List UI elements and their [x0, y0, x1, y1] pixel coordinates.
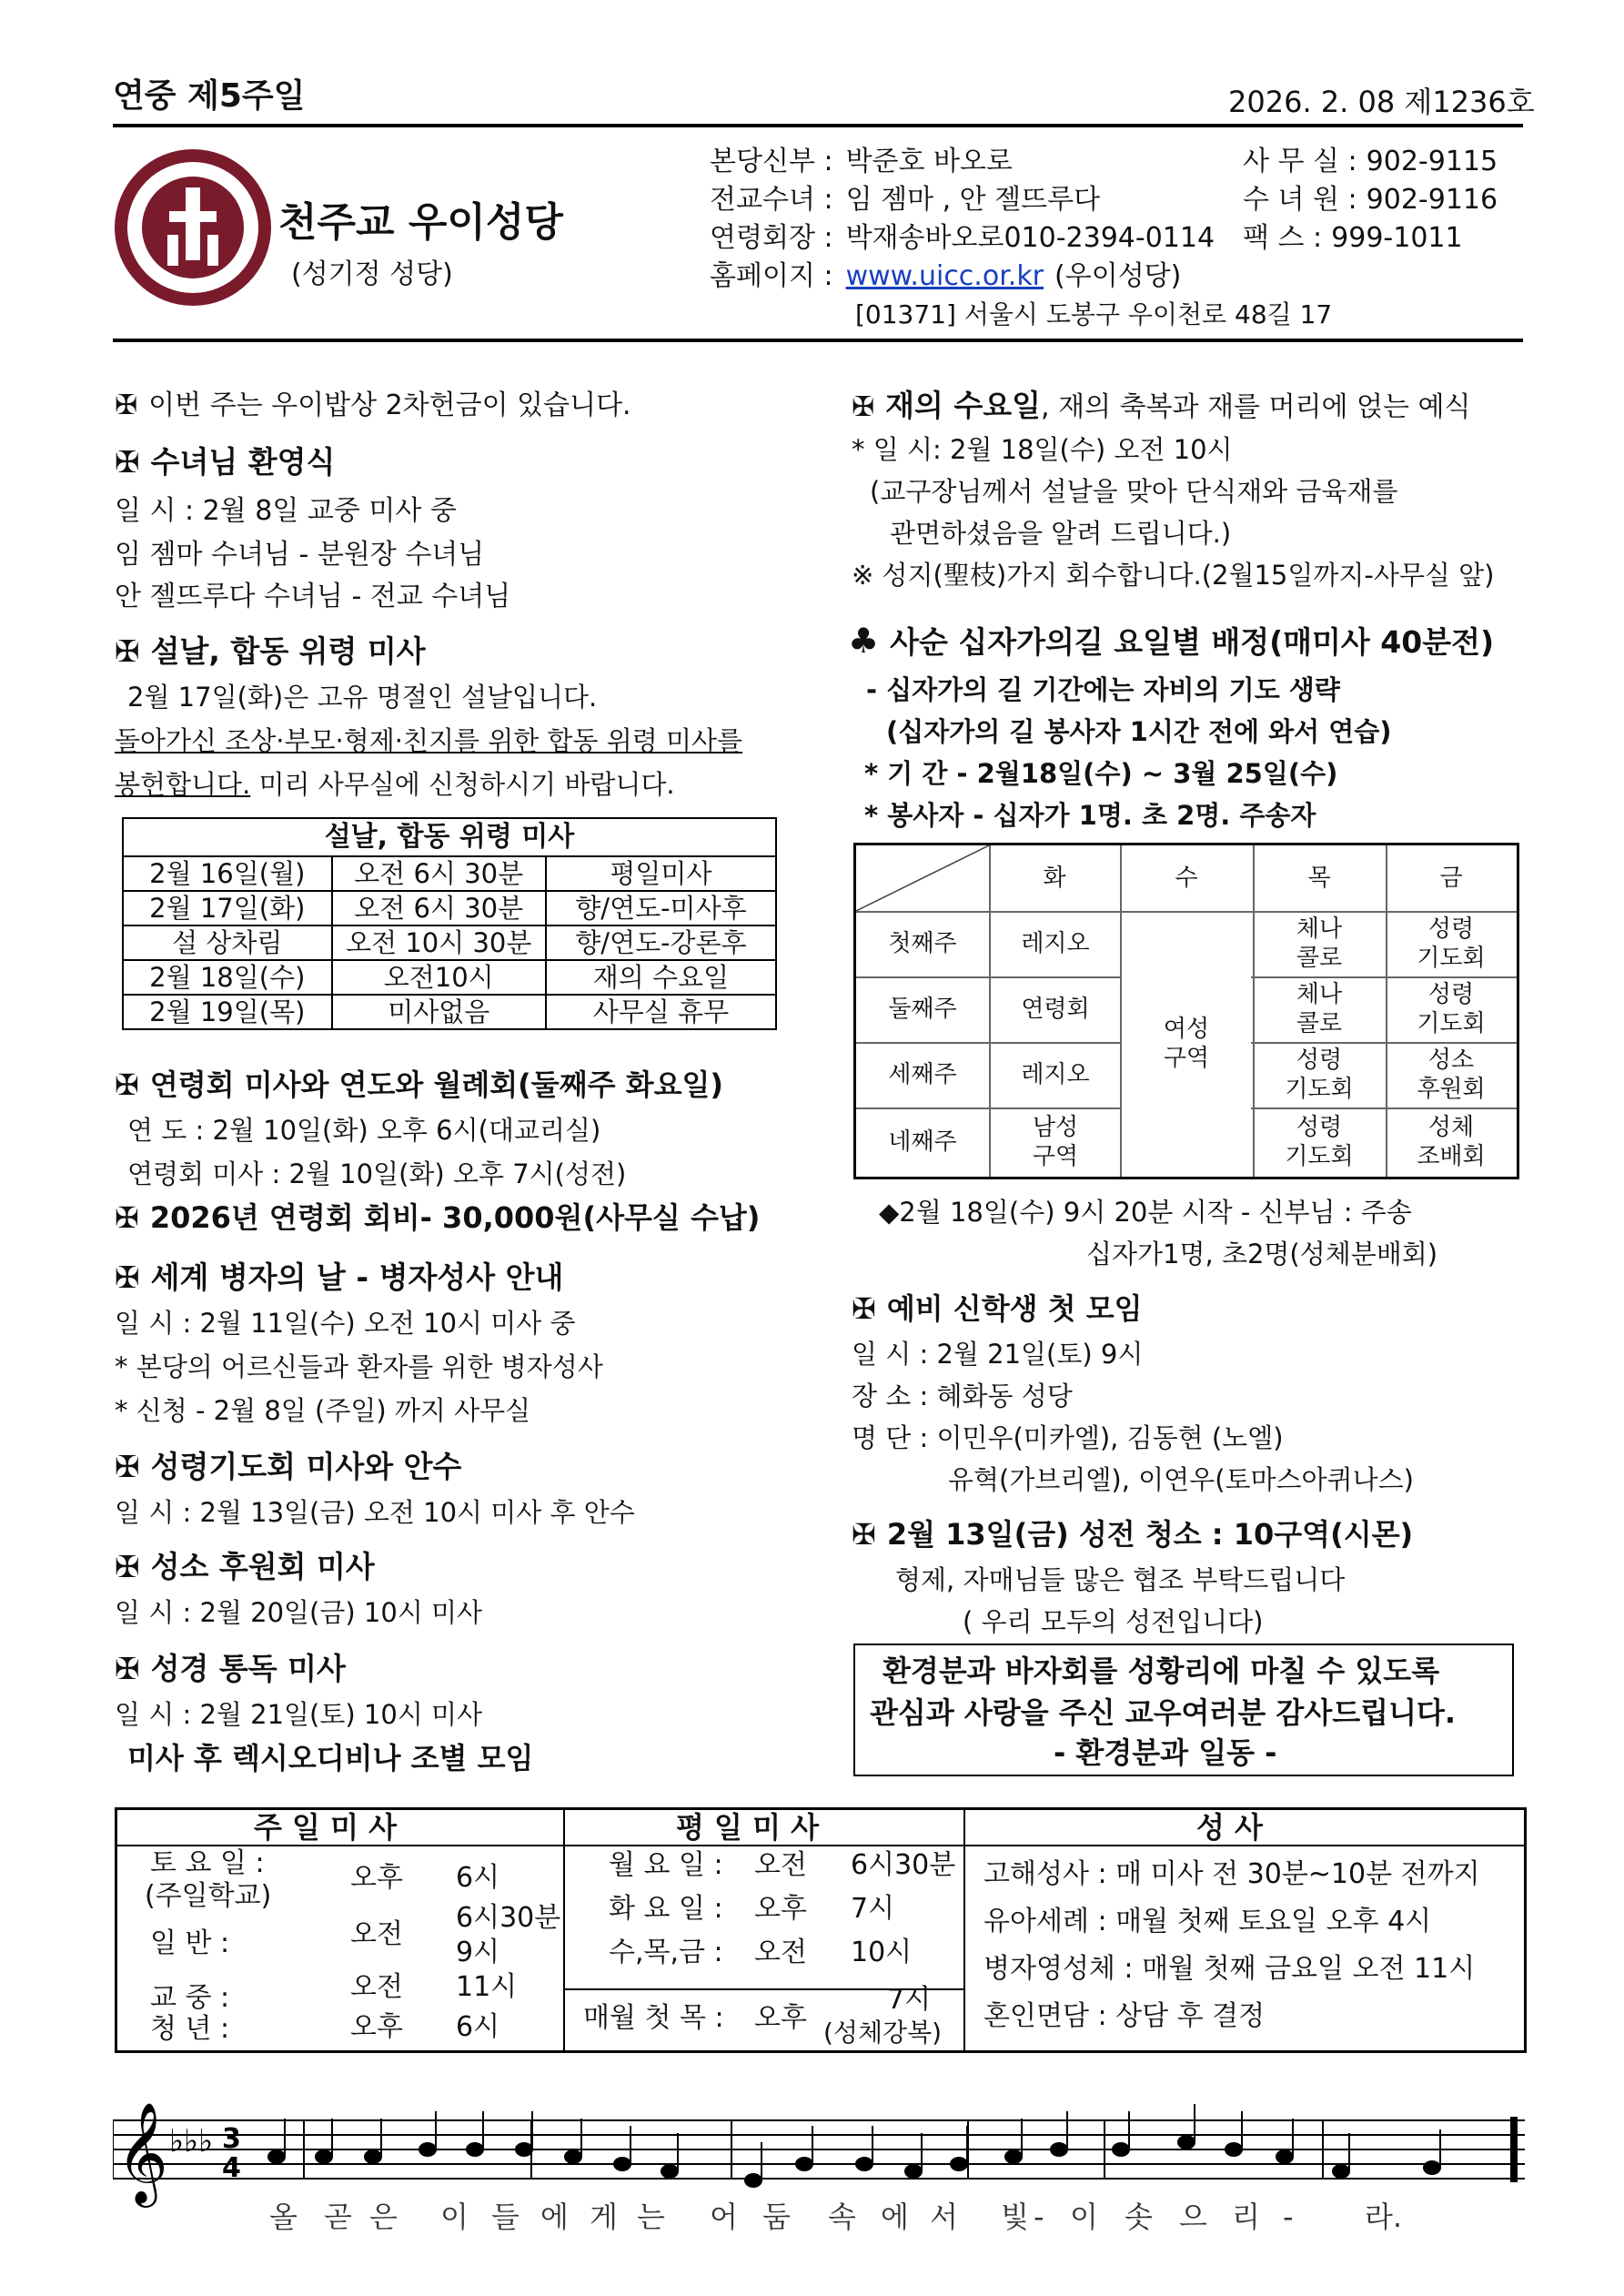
table-row: [123, 995, 776, 1029]
table-cell: 2월 17일(화): [123, 891, 332, 925]
cross-way-line: * 봉사자 - 십자가 1명. 초 2명. 주송자: [864, 800, 1316, 831]
thanks-line: 관심과 사랑을 주신 교우여러분 감사드립니다.: [870, 1695, 1457, 1730]
table-cell: 목: [1255, 847, 1384, 909]
lyric-syllable: 으: [1179, 2200, 1207, 2234]
homepage-link[interactable]: www.uicc.or.kr: [845, 260, 1044, 292]
table-cell: 미사없음: [332, 995, 546, 1029]
ash-title: ✠ 재의 수요일, 재의 축복과 재를 머리에 얹는 예식: [852, 388, 1471, 423]
sungso-line: 일 시 : 2월 20일(금) 10시 미사: [115, 1597, 483, 1628]
table-cell: 체나 콜로: [1255, 978, 1384, 1040]
table-cell: 세째주: [858, 1044, 987, 1106]
sunday-time: 6시: [456, 1862, 500, 1894]
sunday-ampm: 오전: [350, 1918, 403, 1950]
cross-way-line: * 기 간 - 2월18일(수) ~ 3월 25일(수): [864, 758, 1338, 789]
svg-text:3: 3: [222, 2123, 241, 2155]
note-head: [905, 2165, 922, 2178]
table-cell: 오전 6시 30분: [332, 891, 546, 925]
cross-way-line: (십자가의 길 봉사자 1시간 전에 와서 연습): [886, 716, 1392, 747]
contact-row: 수 녀 원 : 902-9116: [1243, 184, 1498, 216]
weekday-time: 6시30분: [851, 1849, 956, 1881]
welcome-line: 안 젤뜨루다 수녀님 - 전교 수녀님: [115, 581, 511, 612]
cross-icon: ✠: [115, 1067, 139, 1102]
table-cell: 평일미사: [546, 856, 776, 891]
schedule-divider: [963, 1810, 965, 2050]
lyric-syllable: 은: [369, 2200, 398, 2234]
mass-schedule: [115, 1807, 1527, 2053]
table-cell: 남성 구역: [991, 1109, 1120, 1175]
cross-icon: ✠: [115, 444, 140, 480]
sunday-ampm: 오후: [350, 2011, 403, 2043]
sick-line: * 본당의 어르신들과 환자를 위한 병자성사: [115, 1351, 603, 1382]
seollal-table-title: 설날, 합동 위령 미사: [123, 818, 776, 856]
sunday-label: 교 중 :: [150, 1982, 230, 2014]
clean-line: 형제, 자매님들 많은 협조 부탁드립니다: [895, 1564, 1346, 1595]
table-cell: 레지오: [991, 1044, 1120, 1106]
contact-row: 팩 스 : 999-1011: [1243, 222, 1463, 254]
table-cell: 체나 콜로: [1255, 913, 1384, 975]
table-cell: 성령 기도회: [1255, 1109, 1384, 1175]
info-row: 본당신부 : 박준호 바오로: [710, 146, 1013, 177]
sunday-label: 청 년 :: [150, 2013, 230, 2045]
table-cell: 성소 후원회: [1387, 1044, 1515, 1106]
weekday-ampm: 오후: [754, 1893, 807, 1925]
note-head: [856, 2158, 873, 2170]
prelim-line: 유혁(가브리엘), 이연우(토마스아퀴나스): [948, 1464, 1414, 1495]
cross-icon: ✠: [115, 1259, 140, 1295]
sacrament-line: 유아세례 : 매월 첫째 토요일 오후 4시: [983, 1906, 1432, 1937]
table-cell: 화: [991, 847, 1118, 909]
table-cell: 성체 조배회: [1387, 1109, 1515, 1175]
weekday-time: 10시: [851, 1937, 913, 1968]
note-head: [745, 2174, 762, 2187]
lyric-syllable: 이: [440, 2200, 469, 2234]
sungso-title: ✠ 성소 후원회 미사: [115, 1549, 375, 1584]
yeonryeong-line: 연령회 미사 : 2월 10일(화) 오후 7시(성전): [127, 1158, 627, 1189]
table-cell: 2월 19일(목): [123, 995, 332, 1029]
clean-title: ✠ 2월 13일(금) 성전 청소 : 10구역(시몬): [852, 1517, 1414, 1552]
lyric-syllable: 올: [269, 2200, 298, 2234]
weekday-label: 수,목,금 :: [609, 1937, 723, 1968]
cross-way-title: ♣ 사순 십자가의길 요일별 배정(매미사 40분전): [848, 621, 1495, 661]
svg-text:𝄞: 𝄞: [116, 2101, 168, 2203]
table-cell: 연령회: [991, 978, 1120, 1040]
lyric-syllable: 이: [1070, 2200, 1098, 2234]
sunday-label-sub: (주일학교): [145, 1880, 272, 1912]
prelim-line: 명 단 : 이민우(미카엘), 김동현 (노엘): [852, 1422, 1284, 1453]
note-head: [565, 2150, 581, 2163]
sunday-label: 토 요 일 :: [150, 1847, 265, 1879]
liturgical-week: 연중 제5주일: [113, 77, 306, 115]
parish-subtitle: (성기정 성당): [291, 258, 453, 290]
spirit-title: ✠ 성령기도회 미사와 안수: [115, 1449, 462, 1484]
weekday-ampm: 오전: [754, 1937, 807, 1968]
sunday-mass-head: 주 일 미 사: [254, 1810, 398, 1845]
header-rule-top: [113, 124, 1523, 127]
table-row: [123, 856, 776, 891]
sacrament-line: 병자영성체 : 매월 첫째 금요일 오전 11시: [983, 1953, 1476, 1985]
fee-notice: ✠ 2026년 연령회 회비- 30,000원(사무실 수납): [115, 1200, 761, 1235]
table-cell: 재의 수요일: [546, 960, 776, 995]
bible-line-2: 미사 후 렉시오디비나 조별 모임: [127, 1741, 534, 1775]
note-head: [516, 2143, 532, 2156]
header-rule-bottom: [113, 339, 1523, 342]
prelim-line: 일 시 : 2월 21일(토) 9시: [852, 1339, 1144, 1370]
thanks-line: - 환경분과 일동 -: [1054, 1735, 1277, 1770]
table-cell: 2월 18일(수): [123, 960, 332, 995]
lyric-syllable: 는: [637, 2200, 665, 2234]
prelim-line: 장 소 : 혜화동 성당: [852, 1381, 1073, 1411]
ash-line: 관면하셨음을 알려 드립니다.): [890, 518, 1232, 549]
thanks-box: [853, 1644, 1514, 1776]
weekday-time: 7시: [887, 1984, 932, 2016]
cross-way-note: 십자가1명, 초2명(성체분배회): [1086, 1239, 1438, 1269]
sunday-time: 6시: [456, 2011, 500, 2043]
lyric-syllable: 빛: [1001, 2200, 1029, 2234]
contact-row: 사 무 실 : 902-9115: [1243, 146, 1498, 177]
yeonryeong-line: 연 도 : 2월 10일(화) 오후 6시(대교리실): [127, 1115, 601, 1146]
info-row: 홈페이지 : www.uicc.or.kr (우이성당): [710, 260, 1182, 292]
notice-second-collection: ✠ 이번 주는 우이밥상 2차헌금이 있습니다.: [115, 389, 631, 421]
weekday-ampm: 오전: [754, 1849, 807, 1881]
note-head: [1424, 2161, 1440, 2174]
table-cell: 오전 6시 30분: [332, 856, 546, 891]
table-cell: 향/연도-미사후: [546, 891, 776, 925]
ash-line: * 일 시: 2월 18일(수) 오전 10시: [852, 434, 1233, 465]
note-head: [661, 2165, 678, 2178]
table-row: [123, 925, 776, 960]
sick-line: 일 시 : 2월 11일(수) 오전 10시 미사 중: [115, 1308, 576, 1339]
seollal-line: 2월 17일(화)은 고유 명절인 설날입니다.: [127, 682, 598, 713]
lyric-syllable: 서: [930, 2200, 958, 2234]
table-cell: 2월 16일(월): [123, 856, 332, 891]
weekday-mass-head: 평 일 미 사: [676, 1810, 820, 1845]
note-head: [614, 2158, 630, 2170]
table-cell: 오전10시: [332, 960, 546, 995]
weekday-time: 7시: [851, 1893, 895, 1925]
note-head: [1113, 2143, 1129, 2156]
note-head: [1051, 2143, 1067, 2156]
lyric-syllable: 에: [540, 2200, 569, 2234]
spirit-line: 일 시 : 2월 13일(금) 오전 10시 미사 후 안수: [115, 1497, 635, 1528]
sunday-ampm: 오전: [350, 1971, 403, 2003]
prelim-title: ✠ 예비 신학생 첫 모임: [852, 1291, 1143, 1326]
lyric-syllable: 들: [491, 2200, 519, 2234]
date-issue: 2026. 2. 08 제1236호: [1228, 85, 1535, 119]
thanks-line: 환경분과 바자회를 성황리에 마칠 수 있도록: [883, 1654, 1440, 1688]
sick-title: ✠ 세계 병자의 날 - 병자성사 안내: [115, 1259, 564, 1295]
note-head: [316, 2150, 332, 2163]
seollal-line: 봉헌합니다. 미리 사무실에 신청하시기 바랍니다.: [115, 769, 675, 800]
address: [01371] 서울시 도봉구 우이천로 48길 17: [855, 299, 1333, 329]
table-cell: 네째주: [858, 1109, 987, 1175]
note-head: [419, 2143, 436, 2156]
lyric-syllable: 둠: [762, 2200, 791, 2234]
sacrament-head: 성 사: [1196, 1810, 1263, 1845]
cross-way-note: ◆2월 18일(수) 9시 20분 시작 - 신부님 : 주송: [879, 1197, 1412, 1228]
schedule-divider: [117, 1845, 1524, 1846]
note-head: [951, 2158, 967, 2170]
note-head: [467, 2143, 483, 2156]
sunday-ampm: 오후: [350, 1862, 403, 1894]
table-cell: 수: [1122, 847, 1251, 909]
cross-way-line: - 십자가의 길 기간에는 자비의 기도 생략: [866, 674, 1340, 705]
bible-title: ✠ 성경 통독 미사: [115, 1651, 346, 1686]
lyric-syllable: 리: [1232, 2200, 1260, 2234]
sacrament-line: 고해성사 : 매 미사 전 30분~10분 전까지: [983, 1858, 1480, 1890]
note-head: [1178, 2136, 1195, 2149]
yeonryeong-title: ✠ 연령회 미사와 연도와 월례회(둘째주 화요일): [115, 1067, 724, 1102]
cross-icon: ✠: [115, 1449, 140, 1484]
info-row: 연령회장 : 박재송바오로010-2394-0114: [710, 222, 1215, 254]
lyric-syllable: 라.: [1365, 2200, 1403, 2234]
note-head: [1005, 2150, 1022, 2163]
table-cell: 여성 구역: [1122, 913, 1251, 1175]
info-row: 전교수녀 : 임 젬마 , 안 젤뜨루다: [710, 184, 1101, 216]
clean-line: ( 우리 모두의 성전입니다): [963, 1606, 1264, 1637]
note-head: [1226, 2143, 1242, 2156]
note-head: [796, 2158, 812, 2170]
table-cell: 성령 기도회: [1387, 913, 1515, 975]
lyric-syllable: 솟: [1125, 2200, 1153, 2234]
note-head: [268, 2150, 285, 2163]
table-cell: 향/연도-강론후: [546, 925, 776, 960]
lyric-syllable: -: [1034, 2200, 1044, 2234]
svg-text:♭♭♭: ♭♭♭: [169, 2123, 214, 2159]
table-cell: 설 상차림: [123, 925, 332, 960]
schedule-divider: [563, 1810, 565, 2050]
note-head: [1276, 2150, 1293, 2163]
lyric-syllable: 어: [710, 2200, 738, 2234]
cross-icon: ✠: [115, 1549, 140, 1584]
welcome-line: 일 시 : 2월 8일 교중 미사 중: [115, 495, 457, 527]
cross-icon: ✠: [115, 1200, 139, 1235]
weekday-label: 매월 첫 목 :: [583, 2002, 724, 2034]
bible-line: 일 시 : 2월 21일(토) 10시 미사: [115, 1699, 483, 1730]
ash-line: ※ 성지(聖枝)가지 회수합니다.(2월15일까지-사무실 앞): [852, 560, 1495, 591]
table-cell: 첫째주: [858, 913, 987, 975]
note-head: [365, 2150, 381, 2163]
table-diagonal: [856, 845, 989, 911]
table-row: [123, 960, 776, 995]
seollal-line: 돌아가신 조상·부모·형제·친지를 위한 합동 위령 미사를: [115, 725, 743, 756]
table-cell: 성령 기도회: [1387, 978, 1515, 1040]
seollal-table: [122, 817, 777, 1030]
cross-icon: ✠: [115, 1651, 140, 1686]
weekday-time: (성체강복): [823, 2018, 943, 2048]
table-row: [123, 891, 776, 925]
parish-name: 천주교 우이성당: [278, 199, 563, 246]
table-cell: 오전 10시 30분: [332, 925, 546, 960]
cross-icon: ✠: [115, 633, 140, 669]
cross-icon: ✠: [852, 391, 875, 423]
table-cell: 레지오: [991, 913, 1120, 975]
cross-icon: ✠: [852, 1291, 876, 1326]
welcome-title: ✠ 수녀님 환영식: [115, 444, 336, 480]
sick-line: * 신청 - 2월 8일 (주일) 까지 사무실: [115, 1395, 531, 1426]
weekday-label: 월 요 일 :: [609, 1849, 723, 1881]
lyric-syllable: 게: [590, 2200, 618, 2234]
lyric-syllable: 곧: [324, 2200, 352, 2234]
lyric-syllable: 속: [828, 2200, 856, 2234]
welcome-line: 임 젬마 수녀님 - 분원장 수녀님: [115, 539, 485, 571]
table-cell: 사무실 휴무: [546, 995, 776, 1029]
lyric-syllable: 에: [881, 2200, 909, 2234]
table-cell: 성령 기도회: [1255, 1044, 1384, 1106]
cross-way-table: [853, 843, 1519, 1179]
table-cell: 둘째주: [858, 978, 987, 1040]
cross-icon: ✠: [852, 1517, 876, 1552]
sunday-time: 6시30분: [456, 1902, 561, 1934]
sunday-label: 일 반 :: [150, 1927, 230, 1959]
cross-icon: ✠: [115, 389, 138, 421]
weekday-ampm: 오후: [754, 2002, 807, 2034]
ash-line: (교구장님께서 설날을 맞아 단식재와 금육재를: [870, 476, 1398, 507]
note-head: [1333, 2165, 1349, 2178]
parish-seal-icon: [113, 147, 273, 308]
lyric-syllable: -: [1283, 2200, 1294, 2234]
club-icon: ♣: [848, 621, 880, 661]
weekday-label: 화 요 일 :: [609, 1893, 723, 1925]
svg-text:4: 4: [222, 2152, 241, 2184]
seollal-title: ✠ 설날, 합동 위령 미사: [115, 633, 426, 669]
table-cell: 금: [1387, 847, 1515, 909]
sunday-time: 11시: [456, 1971, 518, 2003]
sacrament-line: 혼인면담 : 상담 후 결정: [983, 2000, 1266, 2032]
sunday-time: 9시: [456, 1937, 500, 1968]
